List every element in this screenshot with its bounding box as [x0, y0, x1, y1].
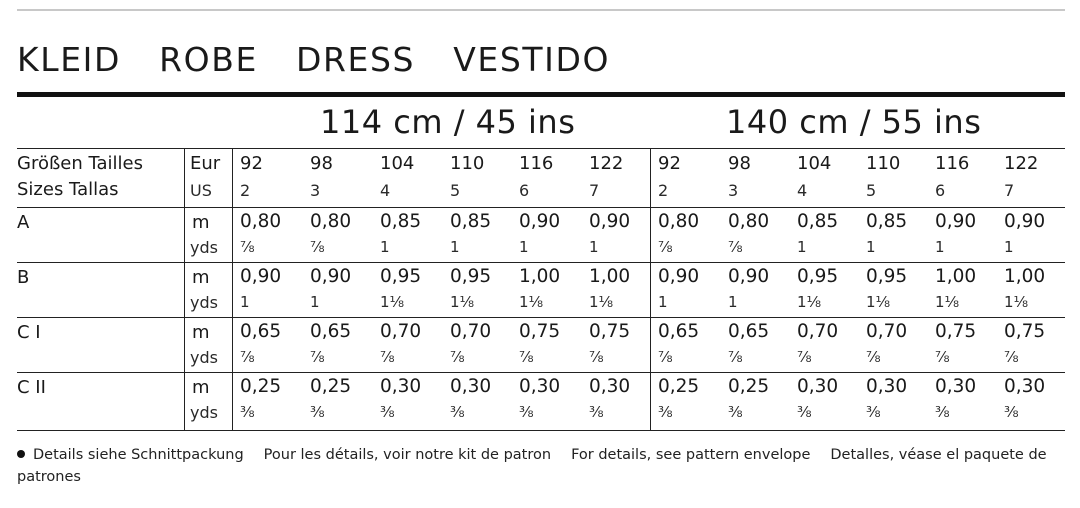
- fabric-width-114: 114 cm / 45 ins: [320, 103, 576, 141]
- yards-value: 1: [797, 238, 807, 256]
- meters-value: 0,30: [589, 376, 631, 397]
- garment-title: [17, 40, 636, 79]
- size-us-6: 6: [935, 181, 946, 200]
- meters-value: 0,90: [519, 211, 561, 232]
- yards-value: 1⅛: [1004, 293, 1029, 311]
- footnote-french: Pour les détails, voir notre kit de patron: [263, 447, 552, 463]
- yards-value: ⅞: [935, 348, 950, 366]
- yards-value: 1: [310, 293, 320, 311]
- yards-value: ⅜: [866, 403, 881, 421]
- yards-value: ⅜: [519, 403, 534, 421]
- yards-value: ⅞: [310, 348, 325, 366]
- size-us-5: 5: [450, 181, 461, 200]
- size-eur-116: 116: [519, 153, 554, 174]
- meters-value: 1,00: [935, 266, 977, 287]
- table-top-line: [17, 148, 1065, 149]
- size-us-3: 3: [728, 181, 739, 200]
- yards-value: 1: [728, 293, 738, 311]
- size-eur-110: 110: [450, 153, 485, 174]
- meters-value: 0,90: [310, 266, 352, 287]
- size-eur-98: 98: [728, 153, 751, 174]
- bullet-icon: [17, 450, 25, 458]
- meters-value: 0,30: [935, 376, 977, 397]
- meters-value: 0,30: [380, 376, 422, 397]
- yards-value: 1: [240, 293, 250, 311]
- meters-value: 0,90: [728, 266, 770, 287]
- meters-value: 0,30: [797, 376, 839, 397]
- yards-value: ⅜: [728, 403, 743, 421]
- size-unit-us: US: [190, 181, 212, 200]
- size-label-line1: Größen Tailles: [17, 153, 144, 174]
- meters-value: 0,95: [450, 266, 492, 287]
- meters-value: 0,85: [450, 211, 492, 232]
- title-rule: [17, 92, 1065, 97]
- size-us-4: 4: [797, 181, 808, 200]
- yards-value: 1⅛: [797, 293, 822, 311]
- meters-value: 0,30: [519, 376, 561, 397]
- size-us-6: 6: [519, 181, 530, 200]
- meters-value: 0,90: [935, 211, 977, 232]
- yards-value: ⅜: [1004, 403, 1019, 421]
- yards-value: ⅞: [380, 348, 395, 366]
- yards-value: ⅜: [310, 403, 325, 421]
- yards-value: ⅞: [589, 348, 604, 366]
- meters-value: 0,80: [240, 211, 282, 232]
- row-a-bottom-line: [17, 262, 1065, 263]
- yards-value: 1⅛: [380, 293, 405, 311]
- view-label: C II: [17, 377, 46, 398]
- unit-yards: yds: [190, 348, 218, 367]
- yards-value: ⅞: [728, 348, 743, 366]
- width-divider: [650, 148, 651, 430]
- yards-value: 1: [866, 238, 876, 256]
- unit-yards: yds: [190, 238, 218, 257]
- yards-value: ⅜: [380, 403, 395, 421]
- size-us-3: 3: [310, 181, 321, 200]
- meters-value: 0,90: [658, 266, 700, 287]
- footnote: [17, 444, 1067, 488]
- yards-value: 1: [1004, 238, 1014, 256]
- yards-value: 1⅛: [935, 293, 960, 311]
- unit-divider: [232, 148, 233, 430]
- unit-meters: m: [192, 377, 210, 398]
- meters-value: 0,85: [380, 211, 422, 232]
- meters-value: 0,85: [866, 211, 908, 232]
- meters-value: 0,85: [797, 211, 839, 232]
- yards-value: ⅞: [866, 348, 881, 366]
- unit-meters: m: [192, 322, 210, 343]
- meters-value: 0,95: [380, 266, 422, 287]
- yards-value: 1: [519, 238, 529, 256]
- yards-value: 1: [380, 238, 390, 256]
- title-german: KLEID: [17, 40, 122, 79]
- size-us-7: 7: [1004, 181, 1015, 200]
- meters-value: 0,95: [797, 266, 839, 287]
- footnote-german: Details siehe Schnittpackung: [33, 447, 244, 463]
- title-english: DRESS: [296, 40, 416, 79]
- size-eur-92: 92: [658, 153, 681, 174]
- yards-value: ⅜: [589, 403, 604, 421]
- meters-value: 0,25: [240, 376, 282, 397]
- size-eur-98: 98: [310, 153, 333, 174]
- yards-value: ⅞: [658, 348, 673, 366]
- yards-value: 1⅛: [866, 293, 891, 311]
- meters-value: 0,75: [589, 321, 631, 342]
- header-bottom-line: [17, 207, 1065, 208]
- meters-value: 1,00: [519, 266, 561, 287]
- unit-meters: m: [192, 267, 210, 288]
- yards-value: ⅞: [240, 238, 255, 256]
- meters-value: 0,80: [310, 211, 352, 232]
- fabric-width-140: 140 cm / 55 ins: [726, 103, 982, 141]
- yards-value: ⅜: [935, 403, 950, 421]
- size-eur-104: 104: [797, 153, 832, 174]
- unit-yards: yds: [190, 293, 218, 312]
- yards-value: 1⅛: [450, 293, 475, 311]
- yards-value: 1⅛: [519, 293, 544, 311]
- view-label: C I: [17, 322, 41, 343]
- yards-value: 1: [450, 238, 460, 256]
- meters-value: 0,25: [310, 376, 352, 397]
- meters-value: 0,30: [450, 376, 492, 397]
- size-label-line2: Sizes Tallas: [17, 179, 119, 200]
- size-us-5: 5: [866, 181, 877, 200]
- meters-value: 0,80: [728, 211, 770, 232]
- meters-value: 0,70: [450, 321, 492, 342]
- row-ci-bottom-line: [17, 372, 1065, 373]
- yards-value: ⅜: [240, 403, 255, 421]
- size-eur-92: 92: [240, 153, 263, 174]
- size-eur-122: 122: [1004, 153, 1039, 174]
- yards-value: 1: [658, 293, 668, 311]
- yards-value: ⅞: [658, 238, 673, 256]
- size-us-4: 4: [380, 181, 391, 200]
- yards-value: ⅞: [240, 348, 255, 366]
- yards-value: ⅞: [519, 348, 534, 366]
- size-eur-110: 110: [866, 153, 901, 174]
- meters-value: 0,90: [240, 266, 282, 287]
- meters-value: 0,70: [380, 321, 422, 342]
- row-b-bottom-line: [17, 317, 1065, 318]
- size-us-2: 2: [658, 181, 669, 200]
- meters-value: 0,30: [1004, 376, 1046, 397]
- unit-yards: yds: [190, 403, 218, 422]
- meters-value: 0,90: [589, 211, 631, 232]
- meters-value: 0,65: [310, 321, 352, 342]
- top-rule: [17, 9, 1065, 11]
- meters-value: 0,65: [240, 321, 282, 342]
- yards-value: 1: [935, 238, 945, 256]
- size-us-2: 2: [240, 181, 251, 200]
- meters-value: 0,25: [658, 376, 700, 397]
- meters-value: 0,80: [658, 211, 700, 232]
- yards-value: ⅜: [658, 403, 673, 421]
- yards-value: ⅞: [1004, 348, 1019, 366]
- size-eur-116: 116: [935, 153, 970, 174]
- yards-value: ⅞: [450, 348, 465, 366]
- meters-value: 0,70: [866, 321, 908, 342]
- size-eur-122: 122: [589, 153, 624, 174]
- meters-value: 0,70: [797, 321, 839, 342]
- meters-value: 0,90: [1004, 211, 1046, 232]
- label-divider: [184, 148, 185, 430]
- meters-value: 0,95: [866, 266, 908, 287]
- size-eur-104: 104: [380, 153, 415, 174]
- yards-value: ⅞: [728, 238, 743, 256]
- meters-value: 0,25: [728, 376, 770, 397]
- yards-value: ⅜: [797, 403, 812, 421]
- meters-value: 0,75: [935, 321, 977, 342]
- meters-value: 1,00: [1004, 266, 1046, 287]
- title-spanish: VESTIDO: [453, 40, 611, 79]
- view-label: A: [17, 212, 30, 233]
- table-bottom-line: [17, 430, 1065, 431]
- yards-value: 1: [589, 238, 599, 256]
- meters-value: 0,75: [1004, 321, 1046, 342]
- footnote-spanish: Detalles, véase el paquete de patrones: [17, 447, 1047, 485]
- footnote-english: For details, see pattern envelope: [571, 447, 811, 463]
- yards-value: ⅞: [310, 238, 325, 256]
- meters-value: 0,65: [658, 321, 700, 342]
- title-french: ROBE: [159, 40, 258, 79]
- size-us-7: 7: [589, 181, 600, 200]
- meters-value: 0,65: [728, 321, 770, 342]
- meters-value: 1,00: [589, 266, 631, 287]
- meters-value: 0,30: [866, 376, 908, 397]
- yards-value: ⅜: [450, 403, 465, 421]
- size-unit-eur: Eur: [190, 153, 221, 174]
- view-label: B: [17, 267, 30, 288]
- meters-value: 0,75: [519, 321, 561, 342]
- yards-value: 1⅛: [589, 293, 614, 311]
- yards-value: ⅞: [797, 348, 812, 366]
- unit-meters: m: [192, 212, 210, 233]
